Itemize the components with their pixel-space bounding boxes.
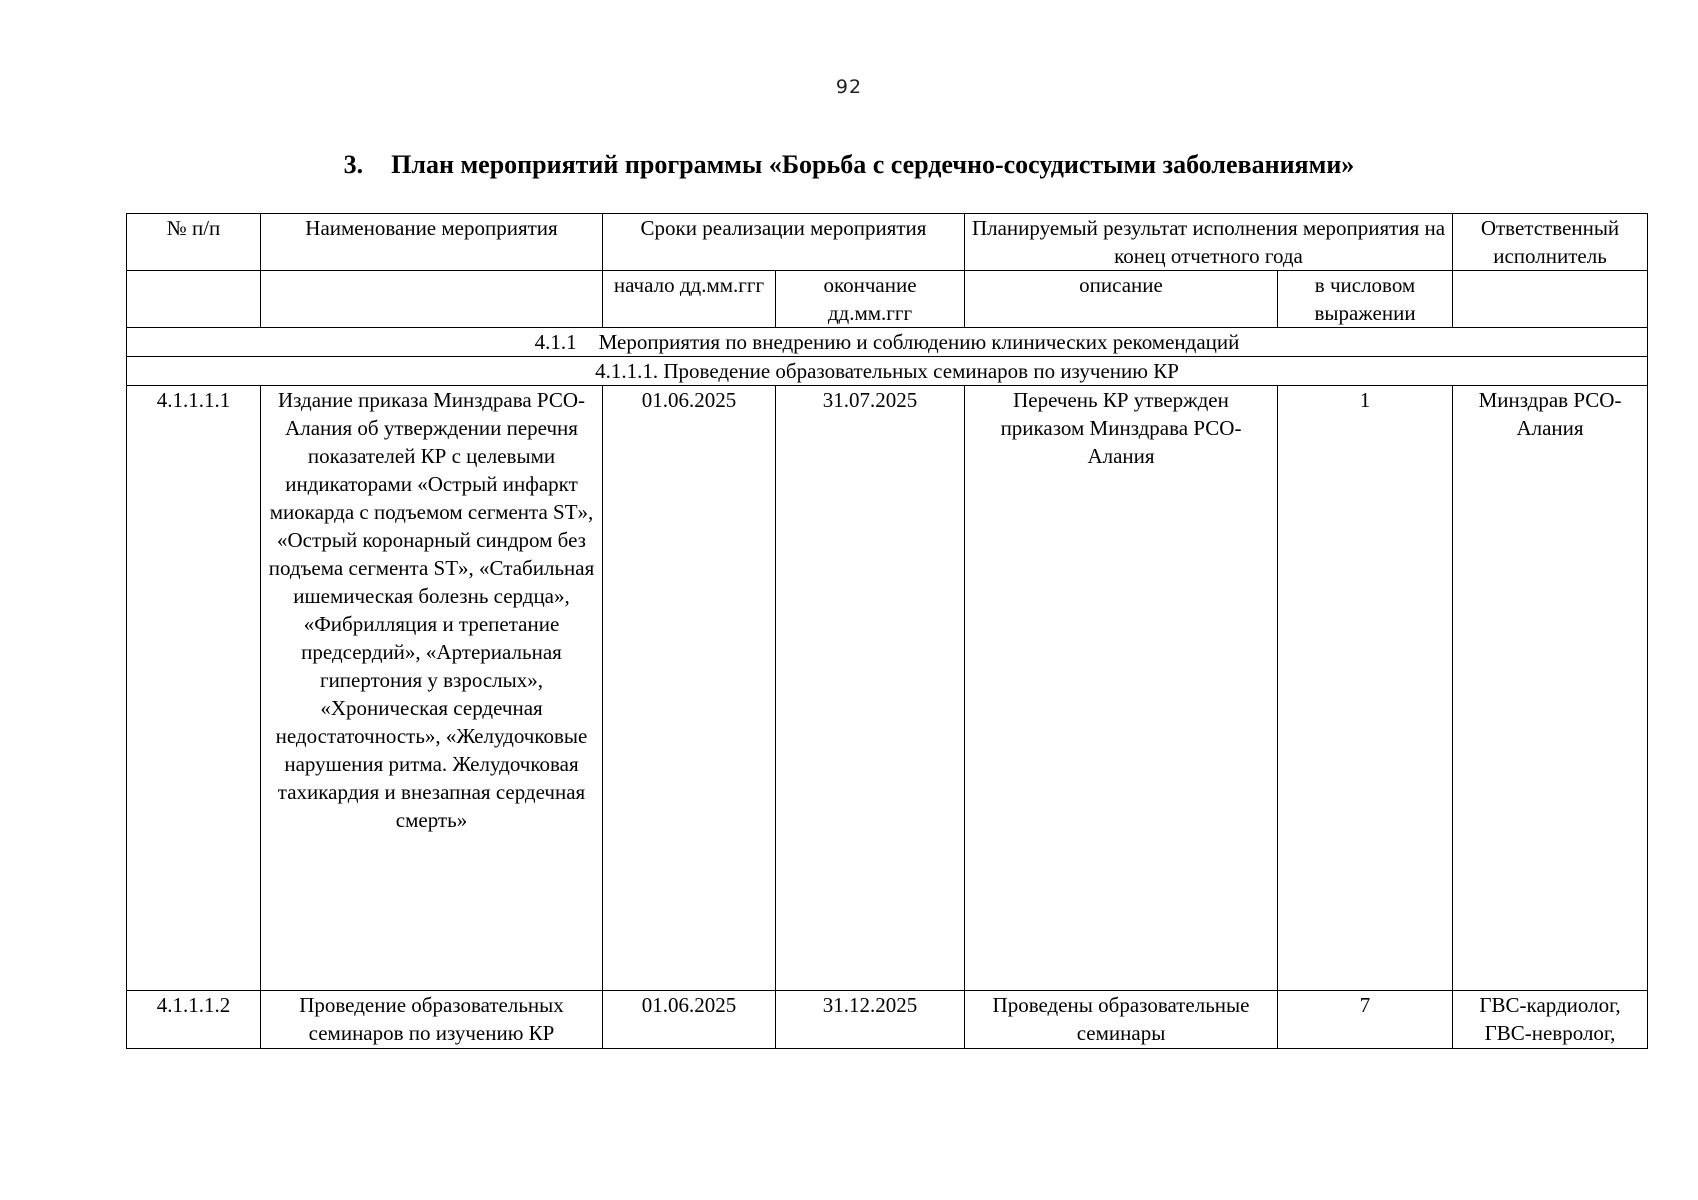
row-description: Перечень КР утвержден приказом Минздрава РСО-Алания — [965, 386, 1278, 991]
header-terms: Сроки реализации мероприятия — [603, 214, 965, 271]
row-numeric: 7 — [1278, 991, 1453, 1049]
header-empty-cell — [127, 271, 261, 328]
header-responsible: Ответственный исполнитель — [1453, 214, 1648, 271]
subsection-row — [127, 357, 1648, 386]
row-end: 31.07.2025 — [776, 386, 965, 991]
page-title — [0, 150, 1698, 180]
plan-table — [126, 213, 1648, 1049]
row-name: Издание приказа Минздрава РСО-Алания об утверждении перечня показателей КР с целевыми индикаторами «Острый инфаркт миокарда с подъемом сегмента ST», «Острый коронарный синдром без подъема сегмента ST», «Стабильная ишемическая болезнь сердца», «Фибрилляция и трепетание предсердий», «Артериальная гипертония у взрослых», «Хроническая сердечная недостаточность», «Желудочковые нарушения ритма. Желудочковая тахикардия и внезапная сердечная смерть» — [261, 386, 603, 991]
subsection-heading: 4.1.1.1. Проведение образовательных семинаров по изучению КР — [127, 357, 1648, 386]
row-start: 01.06.2025 — [603, 386, 776, 991]
header-empty-cell — [261, 271, 603, 328]
row-start: 01.06.2025 — [603, 991, 776, 1049]
title-number: 3. — [343, 150, 364, 179]
section-code: 4.1.1 — [534, 330, 577, 354]
header-row-2 — [127, 271, 1648, 328]
table-row — [127, 386, 1648, 991]
section-heading — [127, 328, 1648, 357]
row-end: 31.12.2025 — [776, 991, 965, 1049]
row-responsible: ГВС-кардиолог, ГВС-невролог, — [1453, 991, 1648, 1049]
header-result: Планируемый результат исполнения мероприятия на конец отчетного года — [965, 214, 1453, 271]
section-row — [127, 328, 1648, 357]
title-text: План мероприятий программы «Борьба с сердечно-сосудистыми заболеваниями» — [391, 150, 1355, 179]
header-description: описание — [965, 271, 1278, 328]
header-row-1 — [127, 214, 1648, 271]
row-numeric: 1 — [1278, 386, 1453, 991]
table-row — [127, 991, 1648, 1049]
header-name: Наименование мероприятия — [261, 214, 603, 271]
row-name: Проведение образовательных семинаров по изучению КР — [261, 991, 603, 1049]
row-num: 4.1.1.1.2 — [127, 991, 261, 1049]
section-text: Мероприятия по внедрению и соблюдению клинических рекомендаций — [598, 330, 1240, 354]
header-numeric: в числовом выражении — [1278, 271, 1453, 328]
header-num: № п/п — [127, 214, 261, 271]
row-description: Проведены образовательные семинары — [965, 991, 1278, 1049]
header-empty-cell — [1453, 271, 1648, 328]
row-responsible: Минздрав РСО-Алания — [1453, 386, 1648, 991]
header-end: окончание дд.мм.ггг — [776, 271, 965, 328]
row-num: 4.1.1.1.1 — [127, 386, 261, 991]
header-start: начало дд.мм.ггг — [603, 271, 776, 328]
page-number: 92 — [835, 76, 863, 98]
